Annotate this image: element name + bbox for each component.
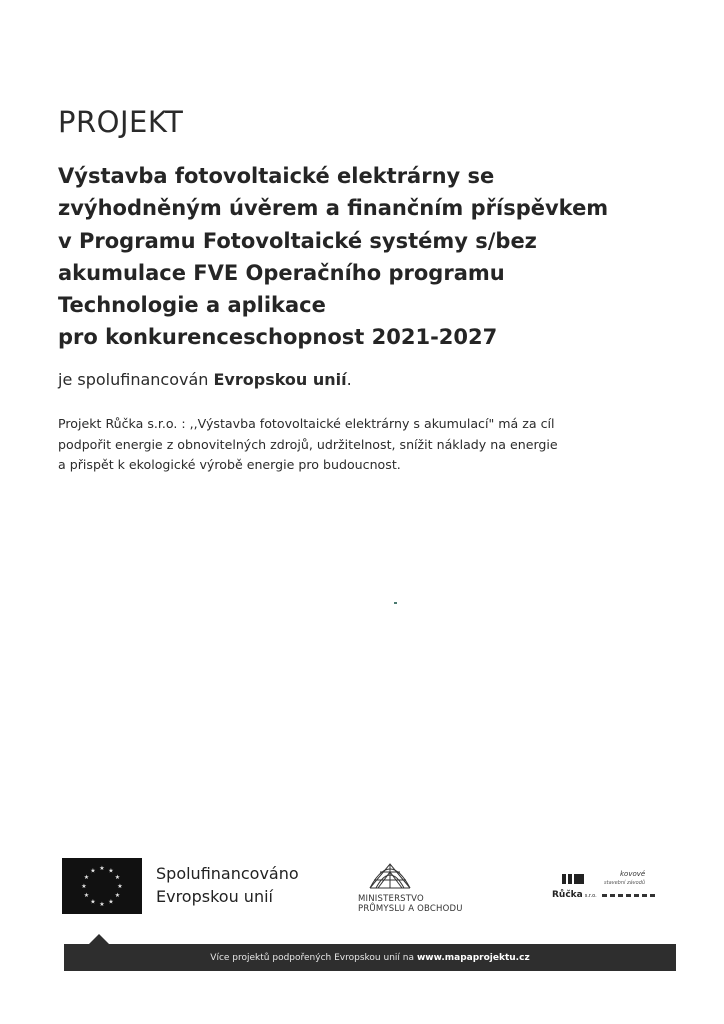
title-line: akumulace FVE Operačního programu [58,260,505,285]
project-title [58,160,658,354]
svg-text:★: ★ [83,874,90,881]
page-heading-label: PROJEKT [58,105,184,139]
scan-speck [394,602,397,604]
svg-text:★: ★ [117,883,123,890]
svg-text:★: ★ [114,874,121,881]
eu-text-line: Spolufinancováno [156,864,299,883]
ministry-line: MINISTERSTVO [358,894,424,904]
rucka-subtagline: stavební závodů [604,880,646,886]
svg-text:★: ★ [108,867,114,875]
ministry-line: PRŮMYSLU A OBCHODU [358,904,463,914]
description-line: a přispět k ekologické výrobě energie pro budoucnost. [58,457,401,472]
rucka-name [552,890,597,900]
svg-text:★: ★ [99,865,105,872]
description-line: Projekt Růčka s.r.o. : ,,Výstavba fotovoltaické elektrárny s akumulací" má za cíl [58,416,555,431]
cofinanced-eu: Evropskou unií [213,370,347,389]
svg-text:★: ★ [83,892,90,899]
footer-bar-notch [89,934,109,944]
footer-bar-link[interactable]: www.mapaprojektu.cz [416,952,530,963]
rucka-mark-icon [562,874,584,884]
cofinanced-statement [58,370,678,389]
svg-text:★: ★ [90,867,96,875]
title-line: Technologie a aplikace [58,293,326,318]
title-line: v Programu Fotovoltaické systémy s/bez [58,228,537,253]
svg-text:★: ★ [90,898,96,906]
title-line: zvýhodněným úvěrem a finančním příspěvkem [58,196,609,221]
eu-text-line: Evropskou unií [156,887,273,906]
svg-text:★: ★ [81,883,87,890]
footer-bar [64,944,676,971]
rucka-name-text: Růčka [552,890,583,900]
title-line: pro konkurenceschopnost 2021-2027 [58,325,498,350]
rucka-logo [552,866,662,910]
svg-text:★: ★ [108,898,114,906]
eu-cofinanced-text [156,862,299,908]
project-description [58,414,658,476]
eu-stars-icon [62,858,142,914]
title-line: Výstavba fotovoltaické elektrárny se [58,164,495,188]
ministry-globe-icon [366,858,414,890]
rucka-legal-form: s.r.o. [584,893,597,899]
cofinanced-prefix: je spolufinancován [58,370,209,389]
svg-text:★: ★ [99,901,105,908]
footer-bar-text: Více projektů podpořených Evropskou unií na [210,952,414,963]
rucka-tagline: kovové [620,870,646,878]
rucka-dash-line [602,894,658,897]
svg-text:★: ★ [114,892,121,899]
ministry-logo [358,858,488,918]
cofinanced-suffix: . [346,370,352,389]
description-line: podpořit energie z obnovitelných zdrojů, udržitelnost, snížit náklady na energie [58,436,558,452]
eu-flag-logo [62,858,142,914]
